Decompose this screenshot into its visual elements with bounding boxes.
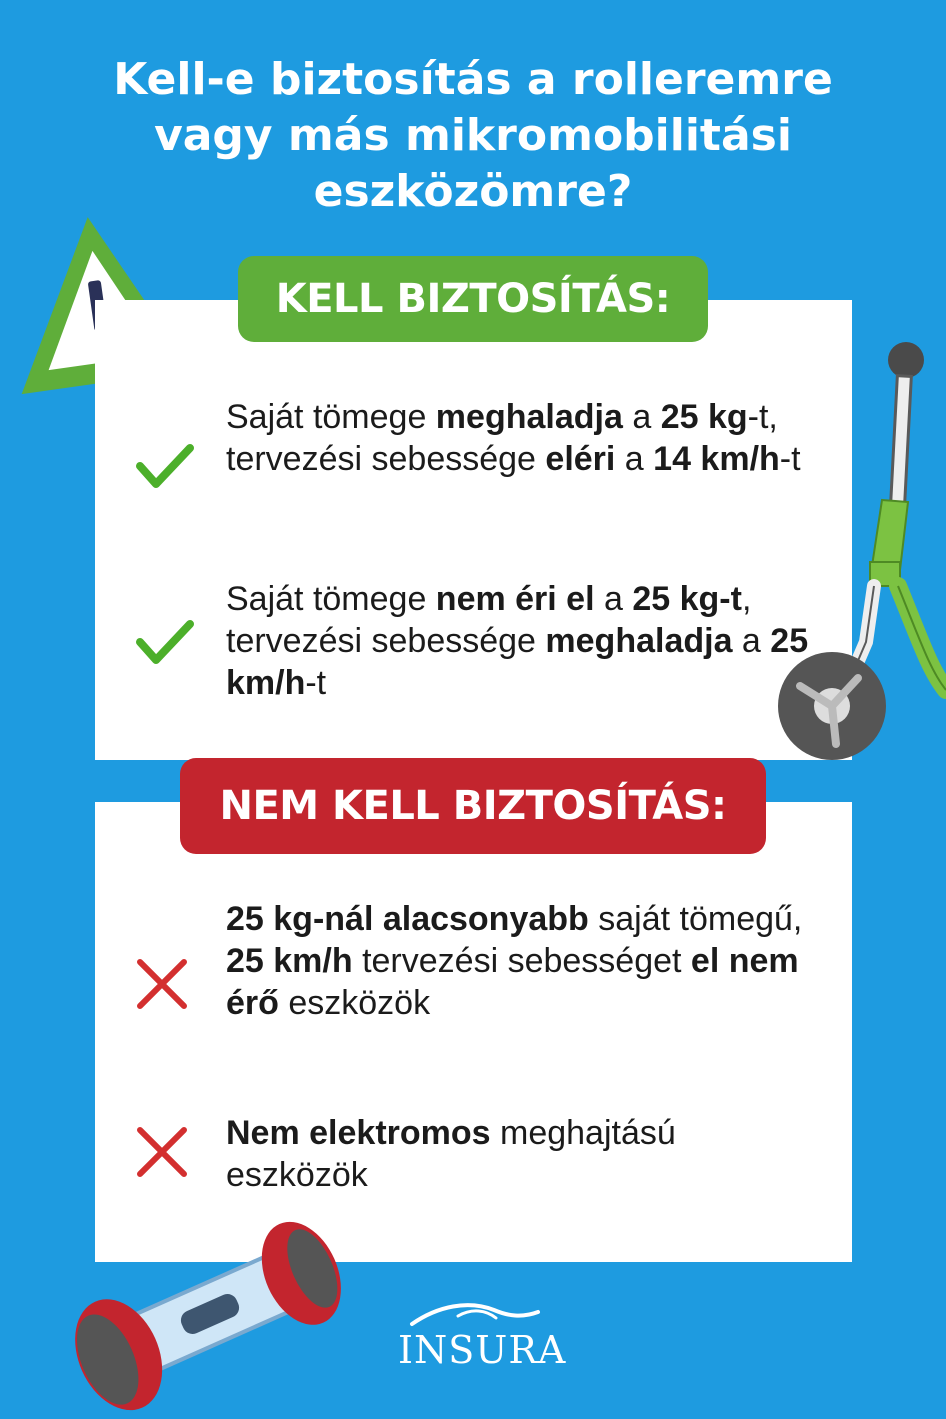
not-required-item-2: Nem elektromos meghajtású eszközök	[226, 1114, 676, 1194]
title-line-2: vagy más mikromobilitási	[154, 110, 792, 161]
logo-text: INSURA	[398, 1328, 567, 1372]
insura-logo	[398, 1296, 567, 1376]
required-item-1: Saját tömege meghaladja a 25 kg-t, tervezési sebessége eléri a 14 km/h-t	[226, 398, 801, 478]
not-required-label: NEM KELL BIZTOSÍTÁS:	[180, 758, 766, 854]
title-line-1: Kell-e biztosítás a rolleremre	[113, 54, 833, 105]
checkmark-icon	[136, 444, 194, 490]
checkmark-icon	[136, 620, 194, 666]
hoverboard-icon	[70, 1214, 350, 1419]
required-label: KELL BIZTOSÍTÁS:	[238, 256, 708, 342]
title-line-3: eszközömre?	[313, 166, 633, 217]
not-required-item-1: 25 kg-nál alacsonyabb saját tömegű, 25 km/h tervezési sebességet el nem érő eszközök	[226, 900, 803, 1022]
required-item-2: Saját tömege nem éri el a 25 kg-t, tervezési sebessége meghaladja a 25 km/h-t	[226, 580, 809, 702]
cross-icon	[134, 1124, 190, 1180]
page-title	[40, 52, 906, 220]
cross-icon	[134, 956, 190, 1012]
